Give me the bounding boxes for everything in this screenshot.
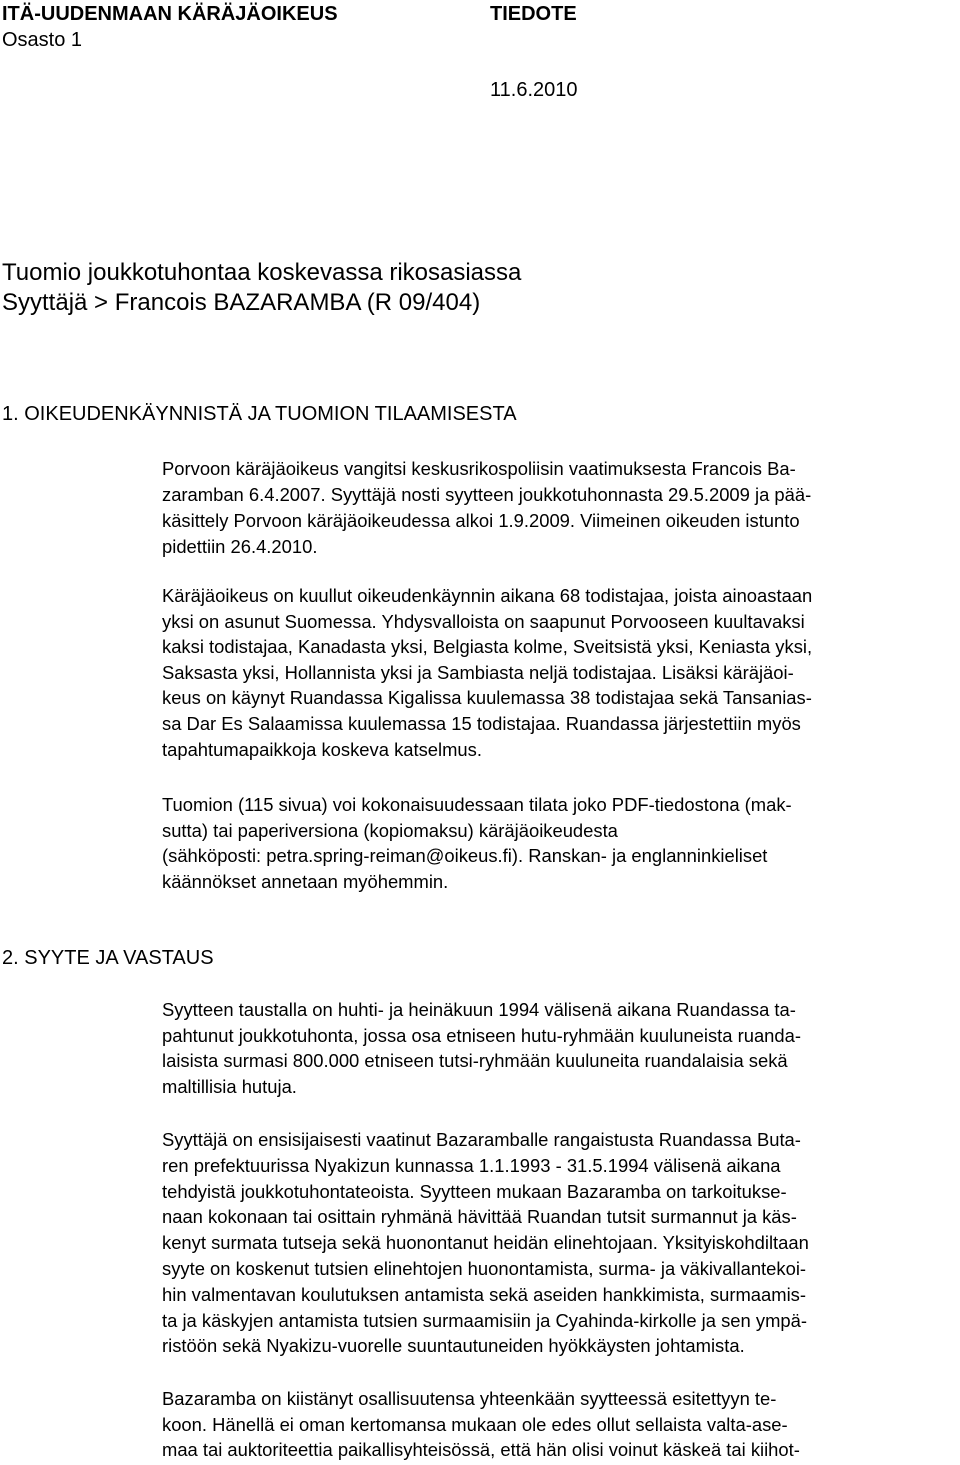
text-line: ristöön sekä Nyakizu-vuorelle suuntautuneiden hyökkäysten johtamista. (162, 1335, 745, 1357)
text-line: pahtunut joukkotuhonta, jossa osa etniseen hutu-ryhmään kuuluneista ruanda- (162, 1024, 801, 1046)
text-line: yksi on asunut Suomessa. Yhdysvalloista on saapunut Porvooseen kuultavaksi (162, 610, 805, 632)
paragraph (162, 792, 792, 894)
paragraph (162, 583, 812, 762)
text-line: maa tai auktoriteettia paikallisyhteisössä, että hän olisi voinut käskeä tai kiihot- (162, 1439, 800, 1461)
text-line: naan kokonaan tai osittain ryhmänä hävittää Ruandan tutsit surmannut ja käs- (162, 1206, 797, 1228)
text-line: koon. Hänellä ei oman kertomansa mukaan ole edes ollut sellaista valta-ase- (162, 1413, 788, 1435)
page-subtitle: Syyttäjä > Francois BAZARAMBA (R 09/404) (2, 289, 481, 316)
text-line: Bazaramba on kiistänyt osallisuutensa yhteenkään syytteessä esitettyyn te- (162, 1388, 777, 1409)
text-line: zaramban 6.4.2007. Syyttäjä nosti syytteen joukkotuhonnasta 29.5.2009 ja pää- (162, 484, 812, 505)
division: Osasto 1 (2, 29, 83, 51)
text-line: maltillisia hutuja. (162, 1075, 297, 1097)
text-line: syyte on koskenut tutsien elinehtojen huonontamista, surma- ja väkivallantekoi- (162, 1257, 807, 1279)
text-line: keus on käynyt Ruandassa Kigalissa kuulemassa 38 todistajaa sekä Tansanias- (162, 687, 812, 709)
text-line: tehdyistä joukkotuhontateoista. Syytteen mukaan Bazaramba on tarkoitukse- (162, 1180, 787, 1202)
text-line: laisista surmasi 800.000 etniseen tutsi-ryhmään kuuluneita ruandalaisia sekä (162, 1050, 788, 1072)
paragraph (162, 1386, 800, 1463)
document-type: TIEDOTE (490, 3, 577, 25)
text-line: sutta) tai paperiversiona (kopiomaksu) käräjäoikeudesta (162, 819, 618, 841)
text-line: Saksasta yksi, Hollannista yksi ja Sambiasta neljä todistajaa. Lisäksi käräjäoi- (162, 661, 794, 683)
text-line: ta ja käskyjen antamista tutsien surmaamisiin ja Cyahinda-kirkolle ja sen ympä- (162, 1309, 807, 1331)
text-line: hin valmentavan koulutuksen antamista sekä aseiden hankkimista, surmaamis- (162, 1283, 806, 1305)
paragraph (162, 1127, 809, 1359)
text-line: ren prefektuurissa Nyakizun kunnassa 1.1.1993 - 31.5.1994 välisenä aikana (162, 1154, 781, 1176)
text-line: Tuomion (115 sivua) voi kokonaisuudessaan tilata joko PDF-tiedostona (mak- (162, 794, 792, 815)
paragraph (162, 456, 811, 560)
text-line: tapahtumapaikkoja koskeva katselmus. (162, 738, 482, 760)
section-heading: 2. SYYTE JA VASTAUS (2, 947, 214, 969)
text-line: pidettiin 26.4.2010. (162, 536, 318, 557)
paragraph (162, 997, 801, 1099)
text-line: käsittely Porvoon käräjäoikeudessa alkoi 1.9.2009. Viimeinen oikeuden istunto (162, 510, 800, 531)
text-line: (sähköposti: petra.spring-reiman@oikeus.fi). Ranskan- ja englanninkieliset (162, 845, 768, 867)
text-line: sa Dar Es Salaamissa kuulemassa 15 todistajaa. Ruandassa järjestettiin myös (162, 712, 801, 734)
text-line: Syytteen taustalla on huhti- ja heinäkuun 1994 välisenä aikana Ruandassa ta- (162, 999, 796, 1020)
page-title: Tuomio joukkotuhontaa koskevassa rikosasiassa (2, 259, 522, 286)
text-line: käännökset annetaan myöhemmin. (162, 870, 449, 892)
court-name: ITÄ-UUDENMAAN KÄRÄJÄOIKEUS (2, 3, 338, 25)
document-date: 11.6.2010 (490, 79, 578, 101)
text-line: Porvoon käräjäoikeus vangitsi keskusrikospoliisin vaatimuksesta Francois Ba- (162, 458, 796, 479)
text-line: kenyt surmata tutseja sekä huonontanut heidän elinehtojaan. Yksityiskohdiltaan (162, 1232, 809, 1254)
text-line: Syyttäjä on ensisijaisesti vaatinut Bazaramballe rangaistusta Ruandassa Buta- (162, 1129, 801, 1150)
section-heading: 1. OIKEUDENKÄYNNISTÄ JA TUOMION TILAAMISESTA (2, 403, 517, 425)
text-line: kaksi todistajaa, Kanadasta yksi, Belgiasta kolme, Sveitsistä yksi, Keniasta yksi, (162, 636, 813, 658)
text-line: Käräjäoikeus on kuullut oikeudenkäynnin aikana 68 todistajaa, joista ainoastaan (162, 585, 813, 606)
